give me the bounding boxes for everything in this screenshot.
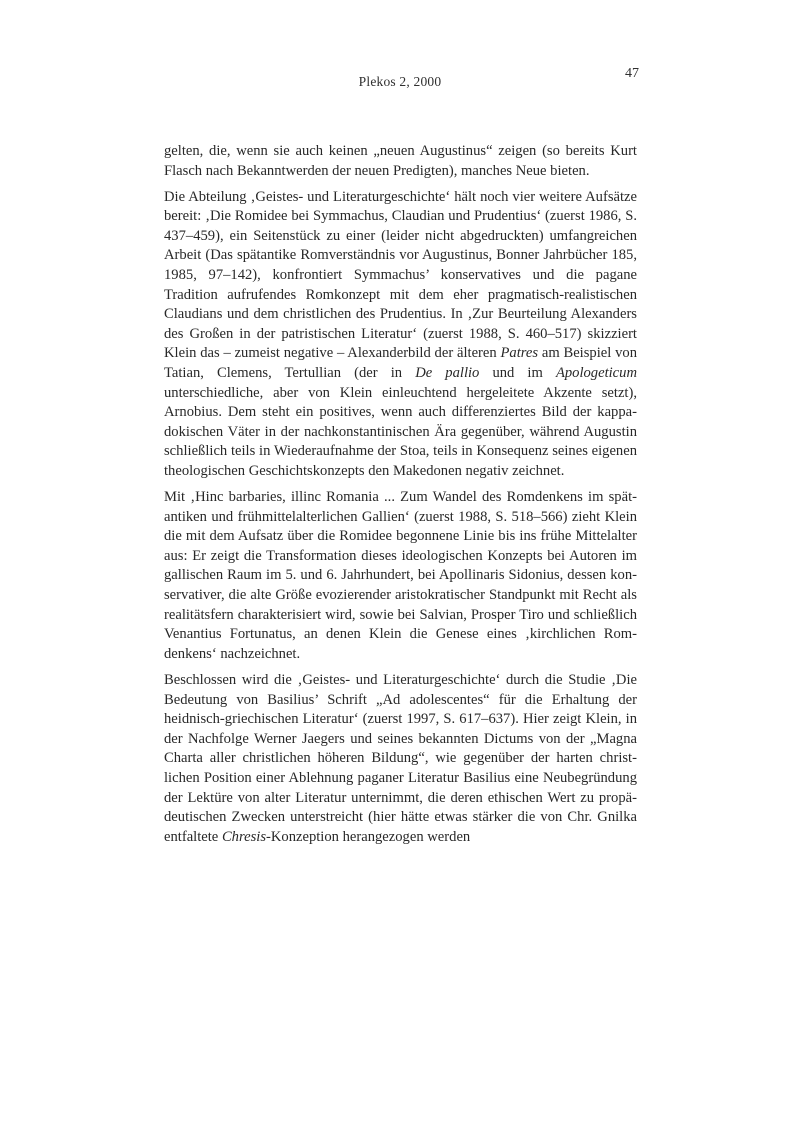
text-run: gelten, die, wenn sie auch keinen „neuen Augustinus“ zeigen (so bereits Kurt Flasch nach Bekanntwerden der neuen Predigten), manches Neue bieten. xyxy=(164,143,637,179)
page-number: 47 xyxy=(625,66,639,81)
paragraph xyxy=(164,488,637,664)
text-run: am Beispiel von Tatian, Clemens, Tertullian (der in xyxy=(164,345,637,382)
page-body xyxy=(164,142,637,854)
italic-text-run: Chresis xyxy=(221,828,266,845)
italic-text-run: Patres xyxy=(500,345,539,362)
italic-text-run: Apologeticum xyxy=(555,365,637,382)
text-run: Beschlossen wird die ‚Geistes- und Literaturgeschichte‘ durch die Studie ‚Die Bedeutung von Basilius’ Schrift „Ad adolescentes“ für die Erhaltung der heidnisch-griechischen Literatur‘ (zuerst 1997, S. 617–637). Hier zeigt Klein, in der Nachfolge Werner Jaegers und seines bekannten Dictums von der „Magna Charta aller christlichen höheren Bildung“, wie gegenüber der harten christlichen Position einer Ablehnung paganer Literatur Basilius eine Neubegründung der Lektüre von alter Literatur unternimmt, die deren ethischen Wert zu propädeutischen Zwecken unterstreicht (hier hätte etwas stärker die von Chr. Gnilka entfaltete xyxy=(164,671,637,845)
paragraph xyxy=(164,142,637,181)
text-run: unterschiedliche, aber von Klein einleuchtend hergeleitete Akzente setzt), Arnobius. Dem steht ein positives, wenn auch differenziertes Bild der kappadokischen Väter in der nachkonstantinischen Ära gegenüber, während Augustin schließlich teils in Wiederaufnahme der Stoa, teils in Konsequenz seines eigenen theologischen Geschichtskonzepts den Makedonen negativ zeichnet. xyxy=(164,384,637,479)
journal-header: Plekos 2, 2000 xyxy=(358,74,442,89)
text-run: -Konzeption herangezogen werden xyxy=(266,828,471,845)
italic-text-run: De pallio xyxy=(415,365,480,382)
text-run: und im xyxy=(479,365,556,382)
paragraph xyxy=(164,188,637,482)
text-run: Mit ‚Hinc barbaries, illinc Romania ... Zum Wandel des Romdenkens im spätantiken und frühmittelalterlichen Gallien‘ (zuerst 1988, S. 518–566) zieht Klein die mit dem Aufsatz über die Romidee begonnene Linie bis ins frühe Mittelalter aus: Er zeigt die Transformation dieses ideologischen Konzepts bei Autoren im gallischen Raum im 5. und 6. Jahrhundert, bei Apollinaris Sidonius, dessen konservativer, die alte Größe evozierender aristokratischer Standpunkt mit Recht als realitätsfern charakterisiert wird, sowie bei Salvian, Prosper Tiro und schließlich Venantius Fortunatus, an denen Klein die Genese eines ‚kirchlichen Romdenkens‘ nachzeichnet. xyxy=(164,489,637,662)
paragraph xyxy=(164,671,637,847)
text-run: Die Abteilung ‚Geistes- und Literaturgeschichte‘ hält noch vier weitere Aufsätze bereit: ‚Die Romidee bei Symmachus, Claudian und Prudentius‘ (zuerst 1986, S. 437–459), ein Seitenstück zu einer (leider nicht abgedruckten) umfangreichen Arbeit (Das spätantike Romverständnis vor Augustinus, Bonner Jahrbücher 185, 1985, 97–142), konfrontiert Symmachus’ konservatives und die pagane Tradition aufrufendes Romkonzept mit dem eher pragmatisch-realistischen Claudians und dem christlichen des Prudentius. In ‚Zur Beurteilung Alexanders des Großen in der patristischen Literatur‘ (zuerst 1988, S. 460–517) skizziert Klein das – zumeist negative – Alexanderbild der älteren xyxy=(164,188,637,362)
